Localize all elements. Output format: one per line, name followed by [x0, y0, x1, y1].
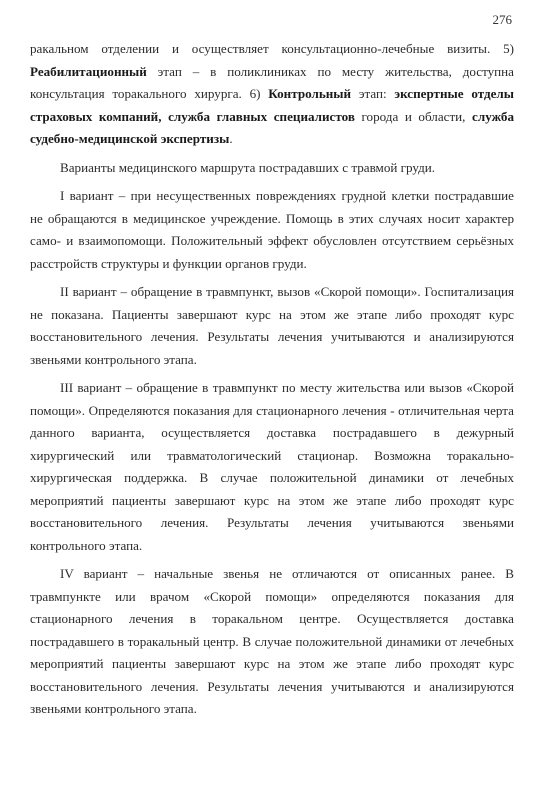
paragraph-variant-1: I вариант – при несущественных повреждениях грудной клетки пострадавшие не обращаются в медицинское учреждение. Помощь в этих случаях носит характер само- и взаимопомощи. Положительный эффект обусловлен отсутствием серьёзных расстройств структуры и функции органов груди. — [30, 188, 514, 271]
text-run: . — [229, 131, 233, 146]
paragraph-stages — [30, 38, 514, 151]
document-page — [30, 12, 514, 721]
page-number: 276 — [492, 12, 512, 27]
text-run: города и области, — [354, 108, 473, 124]
bold-term-forensic-service: служба судебно-медицинской экспертизы — [30, 108, 514, 146]
text-run: этап: — [351, 86, 395, 101]
paragraph-variant-3: III вариант – обращение в травмпункт по месту жительства или вызов «Скорой помощи». Определяются показания для стационарного лечения - отличительная черта данного варианта, осуществляется доставка пострадавшего в дежурный хирургический или травматологический стационар. Возможна торакально-хирургическая поддержка. В случае положительной динамики от лечебных мероприятий пациенты завершают курс на этом же этапе либо проходят курс восстановительного лечения. Результаты лечения учитываются звеньями контрольного этапа. — [30, 380, 514, 553]
paragraph-variant-4: IV вариант – начальные звенья не отличаются от описанных ранее. В травмпункте или врачом «Скорой помощи» определяются показания для стационарного лечения в торакальном центре. Осуществляется доставка пострадавшего в торакальный центр. В случае положительной динамики от лечебных мероприятий пациенты завершают курс на этом же этапе либо проходят курс восстановительного лечения. Результаты лечения учитываются и анализируются звеньями контрольного этапа. — [30, 566, 514, 716]
text-run: ракальном отделении и осуществляет консультационно-лечебные визиты. 5) — [30, 41, 514, 56]
bold-term-control: Контрольный — [268, 86, 352, 101]
paragraph-route-variants-heading: Варианты медицинского маршрута пострадавших с травмой груди. — [60, 159, 436, 175]
bold-term-rehabilitation: Реабилитационный — [30, 63, 147, 79]
paragraph-variant-2: II вариант – обращение в травмпункт, вызов «Скорой помощи». Госпитализация не показана. Пациенты завершают курс на этом же этапе либо проходят курс восстановительного лечения. Результаты лечения учитываются и анализируются звеньями контрольного этапа. — [30, 284, 514, 367]
text-run: этап – в поликлиниках по месту жительства, доступна консультация торакального хирурга. 6) — [30, 63, 514, 101]
bold-term-expert-departments: экспертные отделы страховых компаний, служба главных специалистов — [30, 86, 514, 124]
